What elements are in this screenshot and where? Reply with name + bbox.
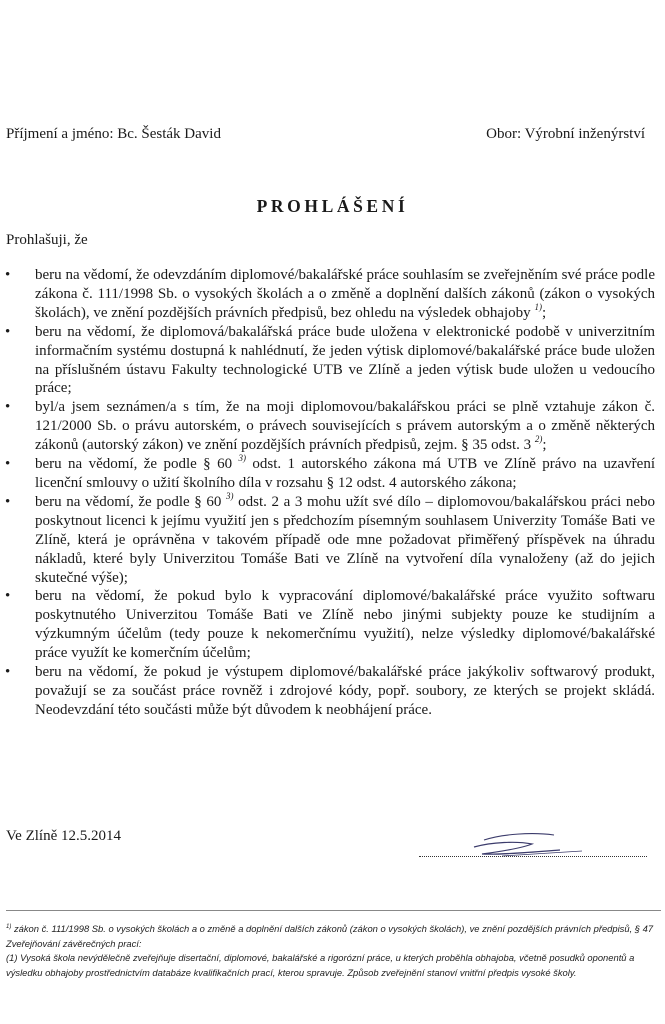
bullet-icon: • — [5, 664, 11, 681]
footnote-ref: 3) — [238, 453, 246, 464]
bullet-icon: • — [5, 267, 11, 283]
intro-text: Prohlašuji, že — [6, 232, 88, 248]
footnote-ref: 3) — [226, 490, 234, 501]
bullet-icon: • — [5, 588, 11, 605]
list-item: • beru na vědomí, že odevzdáním diplomové/bakalářské práce souhlasím se zveřejněním své práce podle zákona č. 111/1998 Sb. o vysokých školách a o změně a doplnění dalších zákonů (zákon o vysokých školách), ve znění pozdějších právních předpisů, bez ohledu na výsledek obhajoby $^{1)}$; — [5, 267, 655, 321]
footnote-ref: 2) — [534, 434, 543, 445]
list-item: • beru na vědomí, že pokud je výstupem diplomové/bakalářské práce jakýkoliv softwarový produkt, považují se za součást práce rovněž i zdrojové kódy, popř. soubory, ze kterých se projekt skládá. Neodevzdání této součásti může být důvodem k neobhájení práce. — [5, 664, 655, 718]
list-item: • beru na vědomí, že podle § 60 $^{3)}$ odst. 2 a 3 mohu užít své dílo – diplomovou/bakalářskou práci nebo poskytnout licenci k jejímu využití jen s předchozím písemným souhlasem Univerzity Tomáše Bati ve Zlíně, která je oprávněna v takovém případě ode mne požadovat přiměřený příspěvek na úhradu nákladů, které byly Univerzitou Tomáše Bati ve Zlíně na vytvoření díla vynaloženy (až do jejich skutečné výše); — [5, 490, 656, 586]
study-field: Obor: Výrobní inženýrství — [486, 126, 645, 142]
signature — [462, 828, 592, 864]
list-item: • beru na vědomí, že diplomová/bakalářská práce bude uložena v elektronické podobě v univerzitním informačním systému dostupná k nahlédnutí, že jeden výtisk diplomové/bakalářské práce bude uložen na příslušném ústavu Fakulty technologické UTB ve Zlíně a jeden výtisk bude uložen u vedoucího práce; — [5, 323, 655, 397]
declaration-list — [0, 266, 665, 720]
footnote-ref: 1) — [534, 301, 542, 312]
footnotes — [6, 922, 656, 980]
list-item: • beru na vědomí, že podle § 60 $^{3)}$ odst. 1 autorského zákona má UTB ve Zlíně právo na uzavření licenční smlouvy o užití školního díla v rozsahu § 12 odst. 4 autorského zákona; — [5, 453, 656, 491]
bullet-icon: • — [5, 399, 11, 416]
page-title: PROHLÁŠENÍ — [256, 196, 409, 216]
footnote-1-item: (1) Vysoká škola nevýdělečně zveřejňuje disertační, diplomové, bakalářské a rigorózní práce, u kterých proběhla obhajoba, včetně posudků oponentů a výsledku obhajoby prostřednictvím databáze kvalifikačních prací, kterou spravuje. Způsob zveřejnění stanoví vnitřní předpis vysoké školy. — [6, 952, 635, 978]
signature-line — [419, 856, 647, 857]
list-item: • byl/a jsem seznámen/a s tím, že na moji diplomovou/bakalářskou práci se plně vztahuje zákon č. 121/2000 Sb. o právu autorském, o právech souvisejících s právem autorským a o změně některých zákonů (autorský zákon) ve znění pozdějších právních předpisů, zejm. § 35 odst. 3 $^{2)}$; — [5, 399, 655, 454]
bullet-icon: • — [5, 456, 11, 473]
footnote-1: $^{1)}$ zákon č. 111/1998 Sb. o vysokých školách a o změně a doplnění dalších zákonů (zákon o vysokých školách), ve znění pozdějších právních předpisů, § 47 Zveřejňování závěrečných prací: — [6, 923, 654, 949]
place-date: Ve Zlíně 12.5.2014 — [6, 828, 121, 844]
bullet-icon: • — [5, 323, 11, 340]
list-item: • beru na vědomí, že pokud bylo k vypracování diplomové/bakalářské práce využito softwaru poskytnutého Univerzitou Tomáše Bati ve Zlíně nebo jinými subjekty pouze ke studijním a výzkumným účelům (tedy pouze k nekomerčnímu využití), nelze výsledky diplomové/bakalářské práce využít ke komerčním účelům; — [5, 588, 655, 662]
student-name: Příjmení a jméno: Bc. Šesták David — [6, 126, 221, 142]
bullet-icon: • — [5, 493, 11, 510]
footnote-divider — [6, 910, 661, 911]
